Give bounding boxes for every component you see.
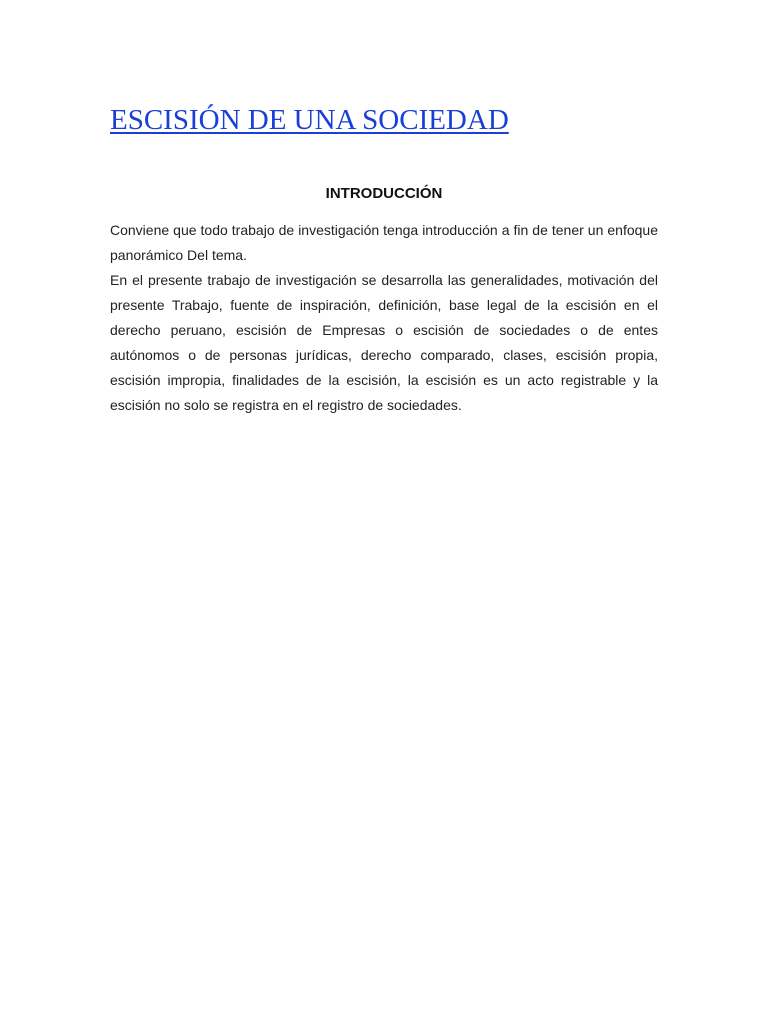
paragraph-1: Conviene que todo trabajo de investigación tenga introducción a fin de tener un enfoque panorámico Del tema. xyxy=(110,222,658,263)
section-heading-introduccion: INTRODUCCIÓN xyxy=(325,185,443,202)
paragraph-2: En el presente trabajo de investigación se desarrolla las generalidades, motivación del presente Trabajo, fuente de inspiración, definición, base legal de la escisión en el derecho peruano, escisión de Empresas o escisión de sociedades o de entes autónomos o de personas jurídicas, derecho comparado, clases, escisión propia, escisión impropia, finalidades de la escisión, la escisión es un acto registrable y la escisión no solo se registra en el registro de sociedades. xyxy=(110,272,658,413)
document-title: ESCISIÓN DE UNA SOCIEDAD xyxy=(110,104,509,136)
document-body xyxy=(110,218,658,418)
